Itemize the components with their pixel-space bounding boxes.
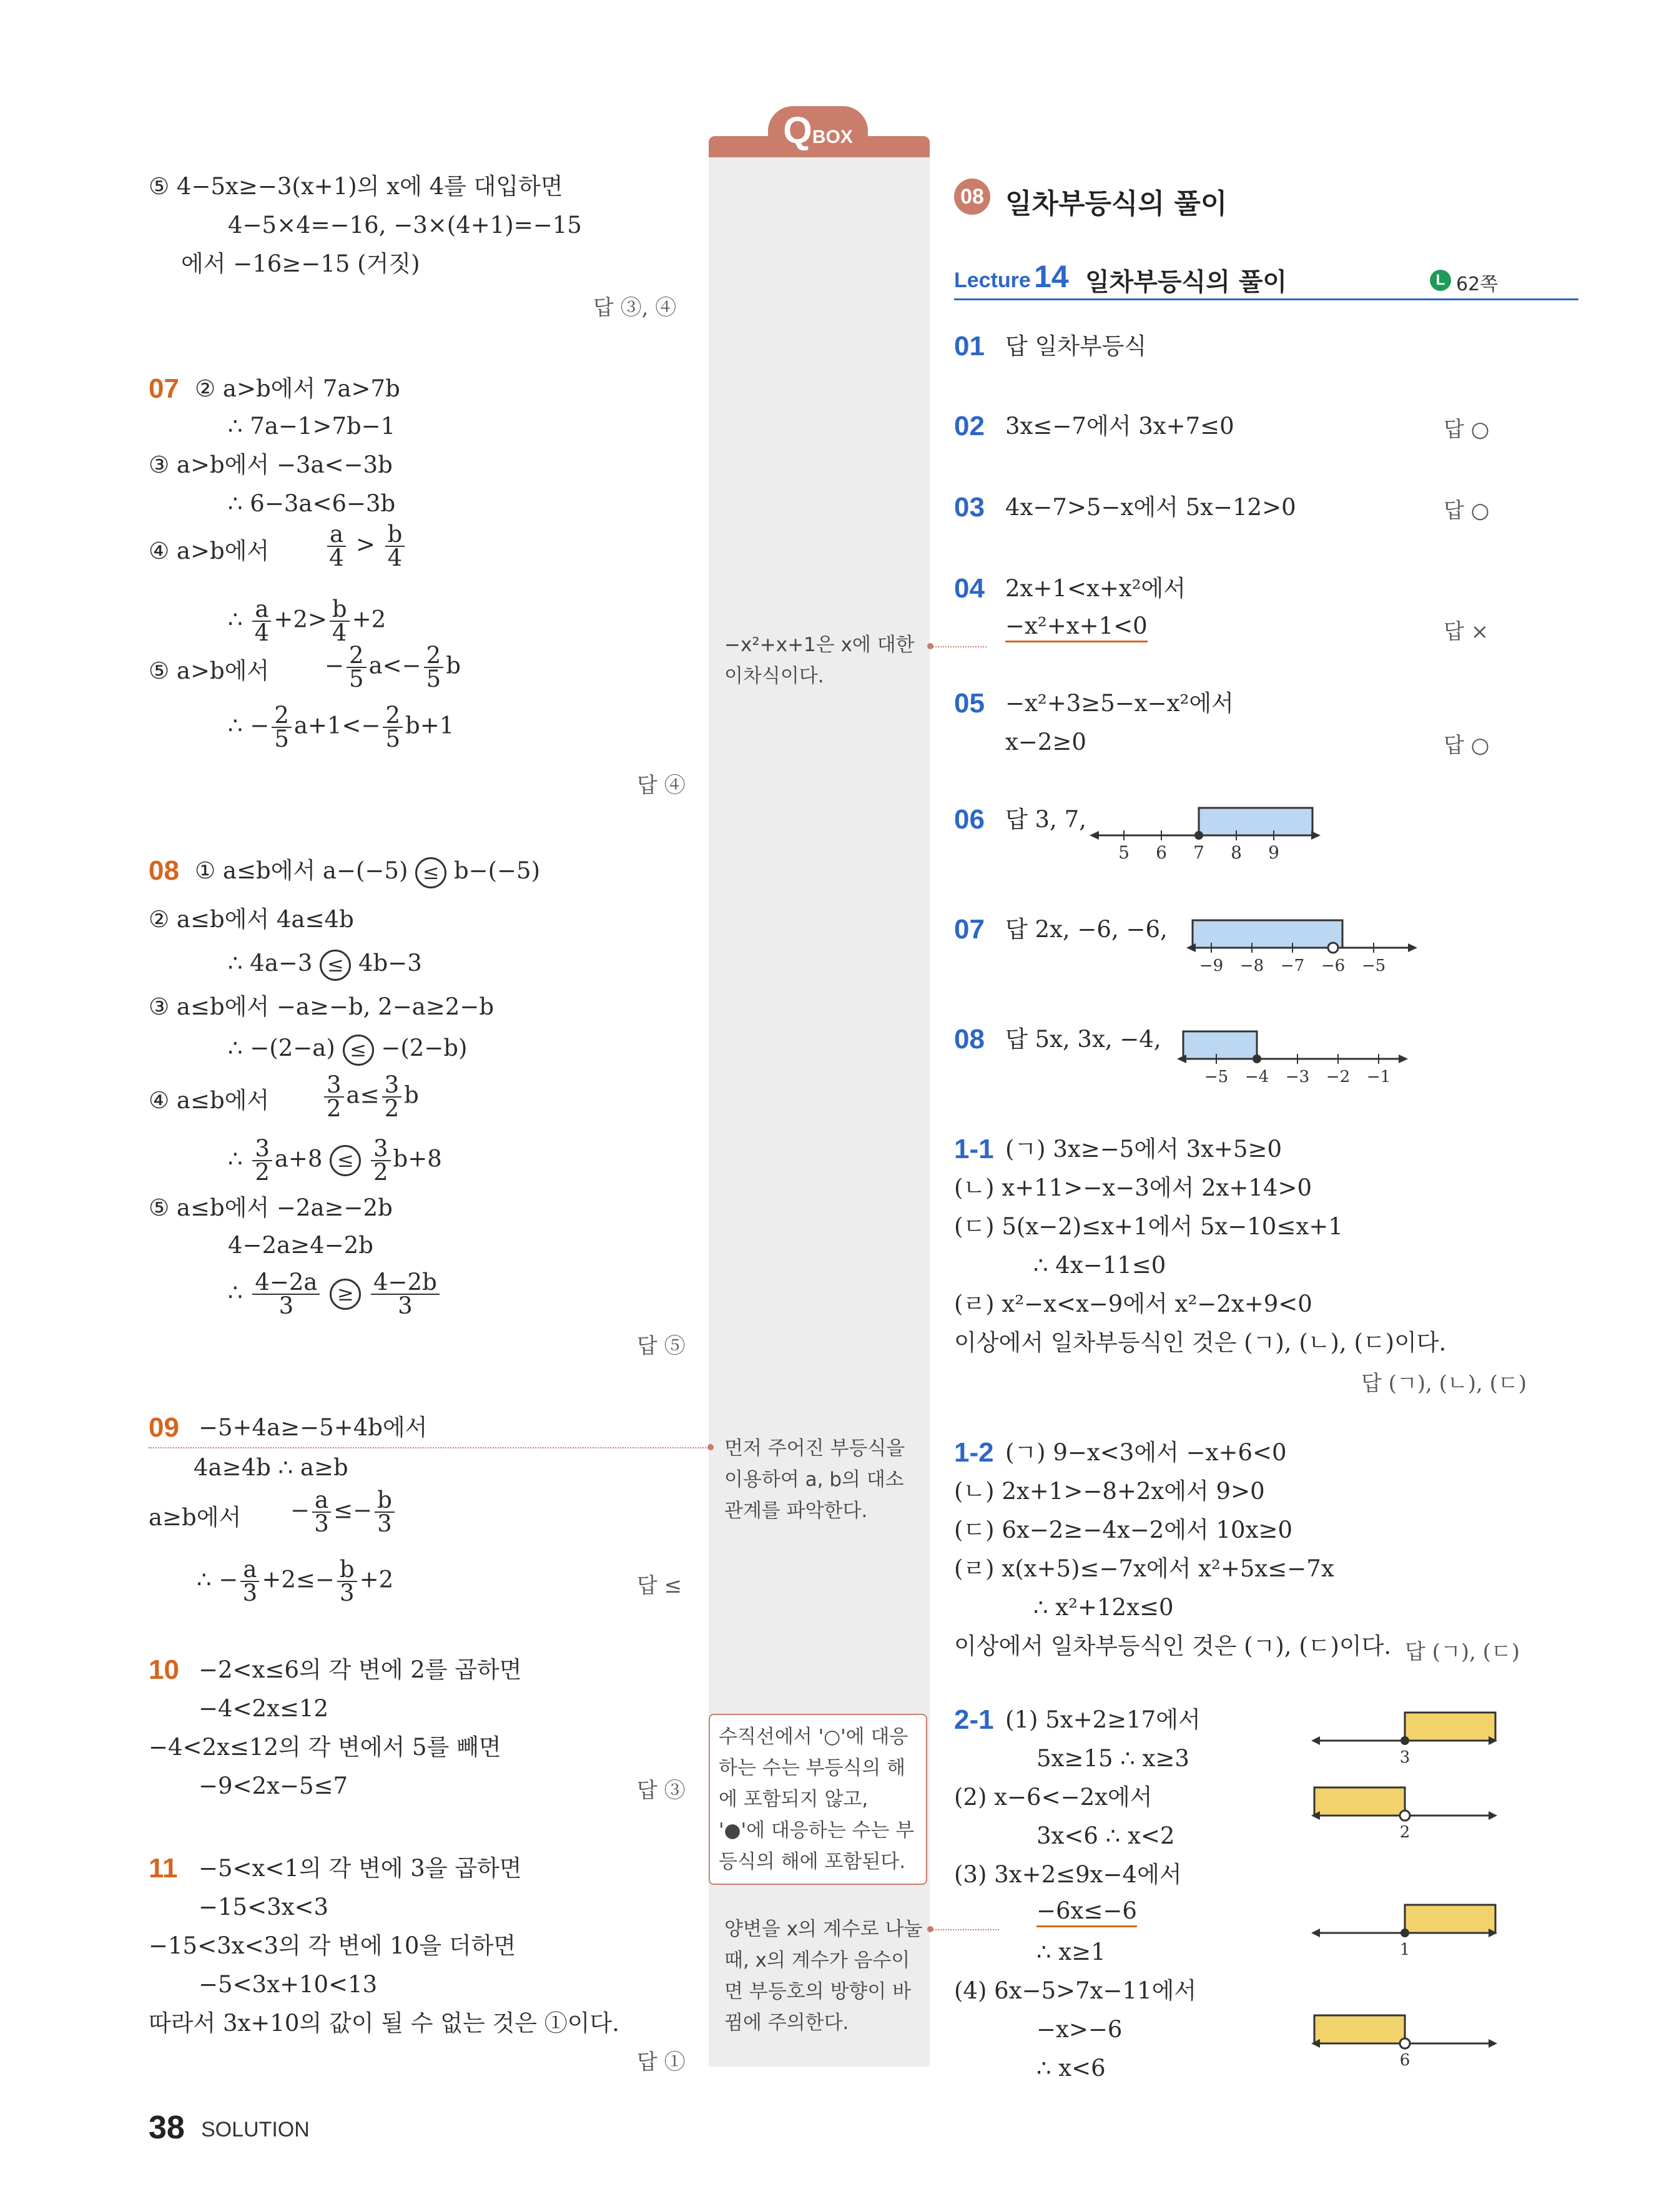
lecture-title: 일차부등식의 풀이 — [1085, 268, 1287, 297]
r06-closed-point — [1194, 831, 1203, 840]
q07-number: 07 — [149, 373, 179, 404]
r21-line10: ∴ x<6 — [1036, 2055, 1106, 2082]
r08-tick-label: −2 — [1326, 1068, 1351, 1086]
q07-line2: ∴ 7a−1>7b−1 — [228, 413, 396, 440]
q07-line7-expr: − $\frac{2}{5}$ a<− $\frac{2}{5}$ b — [325, 642, 461, 692]
q11-line1: −5<x<1의 각 변에 3을 곱하면 — [199, 1855, 522, 1882]
r08-number-line — [1174, 1023, 1411, 1091]
q08-line6-label: ④ a≤b에서 — [149, 1087, 270, 1114]
q09-line3-expr: − $\frac{a}{3}$ ≤− $\frac{b}{3}$ — [290, 1489, 397, 1535]
r12-number: 1-2 — [954, 1437, 994, 1468]
r11-answer: 답 (ㄱ), (ㄴ), (ㄷ) — [1361, 1371, 1527, 1396]
graph4-label: 6 — [1399, 2051, 1410, 2070]
graph4-region — [1314, 2015, 1405, 2043]
r21-graph2 — [1311, 1782, 1499, 1845]
r08-text: 답 5x, 3x, −4, — [1005, 1026, 1161, 1053]
r07-tick-label: −7 — [1280, 956, 1305, 975]
r06-number-line — [1086, 799, 1324, 868]
r04-line1: 2x+1<x+x²에서 — [1005, 575, 1186, 602]
q08-line1: ① a≤b에서 a−(−5) ≤ b−(−5) — [195, 857, 540, 888]
r03-text: 4x−7>5−x에서 5x−12>0 — [1005, 494, 1296, 521]
q07-line3: ③ a>b에서 −3a<−3b — [149, 451, 393, 478]
r02-answer: 답 ○ — [1444, 417, 1490, 442]
q08-line6-expr: $\frac{3}{2}$ a≤ $\frac{3}{2}$ b — [322, 1074, 419, 1120]
r07-number: 07 — [954, 914, 985, 945]
r21-number: 2-1 — [954, 1704, 994, 1735]
r08-tick-label: −4 — [1244, 1068, 1269, 1086]
q07-line4: ∴ 6−3a<6−3b — [228, 490, 396, 517]
r08-tick-label: −1 — [1366, 1068, 1391, 1086]
q09-line4: ∴ − $\frac{a}{3}$ +2≤− $\frac{b}{3}$ +2 — [197, 1556, 394, 1606]
q07-line7-label: ⑤ a>b에서 — [149, 657, 270, 684]
r07-text: 답 2x, −6, −6, — [1005, 916, 1168, 943]
graph1-region — [1405, 1713, 1495, 1741]
q08-line10: ∴ $\frac{4-2a}{3}$ ≥ $\frac{4-2b}{3}$ — [228, 1271, 442, 1317]
r11-line5: (ㄹ) x²−x<x−9에서 x²−2x+9<0 — [954, 1290, 1312, 1317]
r05-answer: 답 ○ — [1444, 733, 1490, 758]
graph2-label: 2 — [1399, 1823, 1410, 1842]
r12-line1: (ㄱ) 9−x<3에서 −x+6<0 — [1005, 1439, 1287, 1466]
q09-line2: 4a≥4b ∴ a≥b — [194, 1454, 348, 1481]
r05-line1: −x²+3≥5−x−x²에서 — [1005, 690, 1234, 717]
note-order-relation: 먼저 주어진 부등식을 이용하여 a, b의 대소 관계를 파악한다. — [724, 1437, 905, 1522]
r07-tick-label: −8 — [1239, 956, 1264, 975]
r21-line2: 5x≥15 ∴ x≥3 — [1036, 1745, 1189, 1772]
q10-line4: −9<2x−5≤7 — [199, 1772, 348, 1799]
r21-line8: (4) 6x−5>7x−11에서 — [954, 1977, 1197, 2004]
graph1-label: 3 — [1399, 1748, 1410, 1767]
q09-leader-dot — [707, 1444, 714, 1450]
q08-line8: ⑤ a≤b에서 −2a≥−2b — [149, 1194, 393, 1221]
lecture-label: Lecture — [954, 268, 1031, 292]
r12-line6: 이상에서 일차부등식인 것은 (ㄱ), (ㄷ)이다. — [954, 1633, 1392, 1659]
q07-line6: ∴ $\frac{a}{4}$ +2> $\frac{b}{4}$ +2 — [228, 596, 386, 646]
r05-number: 05 — [954, 688, 985, 719]
p5-line1: ⑤ 4−5x≥−3(x+1)의 x에 4를 대입하면 — [149, 173, 563, 200]
p5-answer: 답 ③, ④ — [593, 295, 677, 320]
r08-closed-point — [1253, 1054, 1261, 1063]
note4-leader — [930, 1929, 999, 1930]
section-number-badge: 08 — [954, 179, 990, 215]
r07-open-point — [1328, 943, 1338, 953]
q07-line5-label: ④ a>b에서 — [149, 538, 270, 564]
r21-line4: 3x<6 ∴ x<2 — [1036, 1822, 1175, 1849]
r07-tick-label: −5 — [1361, 956, 1386, 975]
r03-number: 03 — [954, 492, 985, 523]
q08-line9: 4−2a≥4−2b — [228, 1232, 373, 1259]
q08-line7: ∴ $\frac{3}{2}$ a+8 ≤ $\frac{3}{2}$ b+8 — [228, 1135, 442, 1186]
lecture-underline — [954, 298, 1578, 300]
r08-tick-label: −3 — [1285, 1068, 1310, 1086]
r06-tick-label: 8 — [1231, 842, 1242, 863]
r21-graph1 — [1311, 1708, 1499, 1770]
r07-tick-label: −6 — [1321, 956, 1346, 975]
qbox-q: Q — [783, 109, 812, 151]
r11-line4: ∴ 4x−11≤0 — [1033, 1252, 1166, 1279]
r21-line7: ∴ x≥1 — [1036, 1939, 1106, 1965]
q07-answer: 답 ④ — [637, 773, 686, 798]
r08-solution-region — [1183, 1031, 1257, 1059]
p5-line2: 4−5×4=−16, −3×(4+1)=−15 — [228, 212, 582, 238]
q10-line3: −4<2x≤12의 각 변에서 5를 빼면 — [149, 1734, 501, 1761]
r12-answer: 답 (ㄱ), (ㄷ) — [1405, 1639, 1520, 1664]
r21-graph3 — [1311, 1900, 1499, 1962]
r07-number-line — [1183, 912, 1420, 980]
q11-line3: −15<3x<3의 각 변에 10을 더하면 — [149, 1932, 516, 1959]
q11-number: 11 — [149, 1853, 178, 1884]
q09-number: 09 — [149, 1412, 179, 1443]
r01-number: 01 — [954, 331, 985, 361]
q08-line4: ③ a≤b에서 −a≥−b, 2−a≥2−b — [149, 993, 495, 1020]
r04-number: 04 — [954, 573, 985, 604]
r07-solution-region — [1193, 920, 1342, 948]
r12-line4: (ㄹ) x(x+5)≤−7x에서 x²+5x≤−7x — [954, 1555, 1334, 1582]
qbox-badge — [768, 106, 868, 155]
q11-line2: −15<3x<3 — [199, 1894, 329, 1920]
r21-line9: −x>−6 — [1036, 2016, 1123, 2043]
r02-number: 02 — [954, 411, 985, 441]
r08-tick-label: −5 — [1204, 1068, 1229, 1086]
q08-line3: ∴ 4a−3 ≤ 4b−3 — [228, 949, 422, 981]
graph2-region — [1314, 1787, 1405, 1816]
q10-line2: −4<2x≤12 — [199, 1695, 329, 1722]
r11-line6: 이상에서 일차부등식인 것은 (ㄱ), (ㄴ), (ㄷ)이다. — [954, 1329, 1447, 1356]
r06-number: 06 — [954, 804, 985, 835]
q07-line5-expr: $\frac{a}{4}$ > $\frac{b}{4}$ — [325, 523, 407, 569]
r11-number: 1-1 — [954, 1134, 994, 1164]
r12-line2: (ㄴ) 2x+1>−8+2x에서 9>0 — [954, 1478, 1265, 1505]
r04-line2: −x²+x+1<0 — [1005, 612, 1148, 642]
lecture-page: 62쪽 — [1456, 273, 1499, 295]
lecture-number: 14 — [1034, 259, 1069, 294]
r05-line2: x−2≥0 — [1005, 729, 1086, 755]
r21-graph4 — [1311, 2010, 1499, 2073]
note4-dot — [927, 1926, 933, 1932]
q09-line3-label: a≥b에서 — [149, 1504, 242, 1531]
q09-line1: −5+4a≥−5+4b에서 — [199, 1414, 428, 1441]
q11-line5: 따라서 3x+10의 값이 될 수 없는 것은 ①이다. — [149, 2010, 619, 2037]
q08-line2: ② a≤b에서 4a≤4b — [149, 906, 354, 933]
note1-dot — [927, 643, 933, 649]
r06-tick-label: 9 — [1268, 842, 1279, 863]
r06-text: 답 3, 7, — [1005, 806, 1086, 833]
r01-text: 답 일차부등식 — [1005, 333, 1147, 360]
q08-answer: 답 ⑤ — [637, 1334, 686, 1359]
r07-tick-label: −9 — [1199, 956, 1224, 975]
lecture-page-badge: L — [1430, 270, 1451, 291]
note-sign-flip: 양변을 x의 계수로 나눌 때, x의 계수가 음수이면 부등호의 방향이 바뀜에 주의한다. — [724, 1918, 923, 2034]
r03-answer: 답 ○ — [1444, 498, 1490, 523]
q10-line1: −2<x≤6의 각 변에 2를 곱하면 — [199, 1656, 522, 1683]
q07-line1: ② a>b에서 7a>7b — [195, 375, 400, 402]
q11-line4: −5<3x+10<13 — [199, 1971, 378, 1998]
r02-text: 3x≤−7에서 3x+7≤0 — [1005, 413, 1234, 440]
note-number-line-box: 수직선에서 '○'에 대응하는 수는 부등식의 해에 포함되지 않고, '●'에 대응하는 수는 부등식의 해에 포함된다. — [709, 1714, 927, 1885]
note-quadratic: −x²+x+1은 x에 대한 이차식이다. — [724, 634, 915, 687]
r11-line3: (ㄷ) 5(x−2)≤x+1에서 5x−10≤x+1 — [954, 1213, 1343, 1240]
q10-answer: 답 ③ — [637, 1778, 686, 1803]
page-number: 38 — [149, 2110, 185, 2146]
r21-line6: −6x≤−6 — [1036, 1897, 1137, 1927]
graph3-label: 1 — [1399, 1940, 1410, 1959]
therefore: ∴ — [228, 712, 243, 739]
r21-line1: (1) 5x+2≥17에서 — [1005, 1706, 1201, 1733]
r21-line5: (3) 3x+2≤9x−4에서 — [954, 1861, 1182, 1888]
r12-line3: (ㄷ) 6x−2≥−4x−2에서 10x≥0 — [954, 1516, 1293, 1543]
r06-tick-label: 5 — [1118, 842, 1130, 863]
r04-answer: 답 × — [1444, 619, 1489, 644]
r06-solution-region — [1199, 808, 1312, 835]
qbox-label: BOX — [812, 127, 853, 147]
q08-line5: ∴ −(2−a) ≤ −(2−b) — [228, 1034, 467, 1066]
r12-line5: ∴ x²+12x≤0 — [1033, 1594, 1174, 1621]
section-title: 일차부등식의 풀이 — [1005, 188, 1228, 220]
r21-line3: (2) x−6<−2x에서 — [954, 1784, 1153, 1811]
q09-answer: 답 ≤ — [637, 1573, 682, 1598]
note1-leader — [930, 646, 987, 647]
r11-line1: (ㄱ) 3x≥−5에서 3x+5≥0 — [1005, 1136, 1282, 1163]
r06-tick-label: 6 — [1156, 842, 1167, 863]
q08-number: 08 — [149, 855, 179, 886]
therefore: ∴ — [228, 606, 243, 633]
graph3-region — [1405, 1905, 1495, 1933]
q07-line8: ∴ − $\frac{2}{5}$ a+1<− $\frac{2}{5}$ b+1 — [228, 702, 455, 752]
r11-line2: (ㄴ) x+11>−x−3에서 2x+14>0 — [954, 1174, 1312, 1201]
p5-line3: 에서 −16≥−15 (거짓) — [181, 250, 420, 277]
q10-number: 10 — [149, 1654, 179, 1685]
r08-number: 08 — [954, 1024, 985, 1054]
q09-leader-line — [149, 1447, 711, 1448]
footer-label: SOLUTION — [201, 2118, 310, 2141]
q11-answer: 답 ① — [637, 2050, 686, 2075]
r06-tick-label: 7 — [1193, 842, 1204, 863]
